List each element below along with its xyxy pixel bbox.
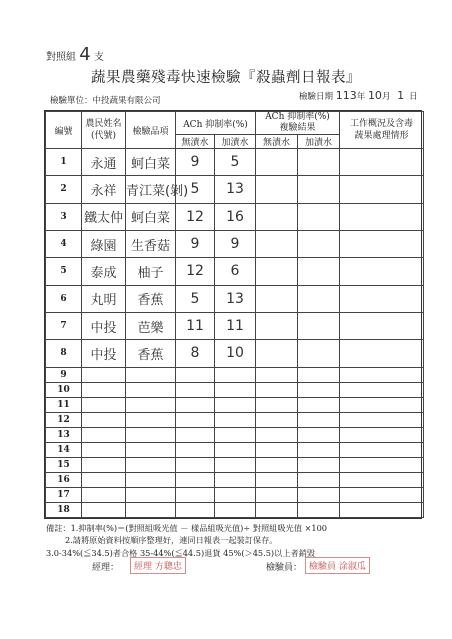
inspection-item: 生香菇 — [126, 230, 176, 257]
inhibition-water — [215, 412, 256, 427]
table-row — [46, 176, 424, 203]
date-year: 113 — [335, 89, 357, 102]
row-number: 4 — [46, 230, 82, 257]
inspector-label: 檢驗員： — [266, 563, 303, 573]
inspection-unit: 檢驗單位：中投蔬果有限公司 — [50, 96, 161, 106]
inspection-item — [126, 367, 176, 382]
table-row — [46, 487, 424, 502]
inspection-item: 香蕉 — [126, 285, 176, 312]
recheck-no-water — [256, 502, 298, 517]
remark-line-2: 2.請將原始資料按順序整理好，連同日報表一起裝訂保存。 — [65, 535, 278, 546]
row-number: 8 — [46, 340, 82, 367]
inhibition-no-water — [176, 442, 215, 457]
table-row — [46, 285, 424, 312]
inhibition-water: 6 — [215, 258, 256, 285]
inhibition-water: 16 — [215, 203, 256, 230]
table-row — [46, 397, 424, 412]
recheck-water — [298, 258, 340, 285]
inspection-item — [126, 382, 176, 397]
table-row — [46, 472, 424, 487]
work-notes — [340, 367, 424, 382]
table-row — [46, 442, 424, 457]
work-notes — [340, 427, 424, 442]
recheck-no-water — [256, 367, 298, 382]
row-number: 17 — [46, 487, 82, 502]
row-number: 11 — [46, 397, 82, 412]
inspection-item — [126, 502, 176, 517]
table-row — [46, 230, 424, 257]
farmer-name — [82, 397, 126, 412]
inhibition-no-water — [176, 382, 215, 397]
inhibition-no-water: 5 — [176, 285, 215, 312]
row-number: 9 — [46, 367, 82, 382]
farmer-name: 丸明 — [82, 285, 126, 312]
inhibition-no-water — [176, 487, 215, 502]
row-number: 2 — [46, 176, 82, 203]
recheck-no-water — [256, 382, 298, 397]
recheck-no-water — [256, 258, 298, 285]
group-unit: 支 — [93, 52, 104, 63]
farmer-name — [82, 442, 126, 457]
report-title: 蔬果農藥殘毒快速檢驗『殺蟲劑日報表』 — [91, 70, 361, 86]
date-month: 10 — [367, 89, 382, 102]
farmer-name — [82, 487, 126, 502]
table-row — [46, 258, 424, 285]
inhibition-water — [215, 397, 256, 412]
table-row — [46, 340, 424, 367]
recheck-water — [298, 472, 340, 487]
farmer-name: 中投 — [82, 312, 126, 339]
farmer-name — [82, 457, 126, 472]
inhibition-no-water — [176, 397, 215, 412]
recheck-no-water — [256, 230, 298, 257]
recheck-water — [298, 427, 340, 442]
recheck-water — [298, 442, 340, 457]
header-ach: ACh 抑制率(%) — [176, 112, 256, 135]
work-notes — [340, 340, 424, 367]
row-number: 3 — [46, 203, 82, 230]
inspection-item — [126, 472, 176, 487]
subheader-no-water: 無漬水 — [176, 135, 215, 149]
farmer-name: 綠園 — [82, 230, 126, 257]
work-notes — [340, 412, 424, 427]
farmer-name: 永祥 — [82, 176, 126, 203]
header-item: 檢驗品項 — [126, 112, 176, 149]
inspection-item — [126, 412, 176, 427]
recheck-water — [298, 149, 340, 176]
farmer-name — [82, 367, 126, 382]
work-notes — [340, 258, 424, 285]
header-notes: 工作概況及含毒 蔬果處理情形 — [340, 112, 424, 149]
table-row — [46, 312, 424, 339]
inspection-item — [126, 442, 176, 457]
row-number: 10 — [46, 382, 82, 397]
work-notes — [340, 312, 424, 339]
work-notes — [340, 176, 424, 203]
recheck-no-water — [256, 285, 298, 312]
work-notes — [340, 502, 424, 517]
row-number: 1 — [46, 149, 82, 176]
inspection-item — [126, 397, 176, 412]
row-number: 5 — [46, 258, 82, 285]
recheck-water — [298, 487, 340, 502]
row-number: 15 — [46, 457, 82, 472]
inhibition-no-water: 9 — [176, 149, 215, 176]
recheck-no-water — [256, 149, 298, 176]
inhibition-no-water — [176, 502, 215, 517]
inhibition-water — [215, 487, 256, 502]
recheck-no-water — [256, 457, 298, 472]
inspection-item: 蚵白菜 — [126, 203, 176, 230]
recheck-water — [298, 203, 340, 230]
inspection-item — [126, 427, 176, 442]
inhibition-water: 9 — [215, 230, 256, 257]
inspection-item: 青江菜(剝) — [126, 176, 176, 203]
recheck-water — [298, 176, 340, 203]
recheck-water — [298, 382, 340, 397]
farmer-name: 永通 — [82, 149, 126, 176]
table-row — [46, 457, 424, 472]
group-count: 4 — [79, 44, 91, 65]
manager-label: 經理： — [92, 563, 120, 573]
inhibition-water: 13 — [215, 176, 256, 203]
row-number: 6 — [46, 285, 82, 312]
recheck-no-water — [256, 397, 298, 412]
inspector-signature — [266, 560, 302, 573]
farmer-name — [82, 412, 126, 427]
work-notes — [340, 285, 424, 312]
farmer-name: 中投 — [82, 340, 126, 367]
work-notes — [340, 382, 424, 397]
inhibition-no-water — [176, 457, 215, 472]
recheck-no-water — [256, 203, 298, 230]
recheck-water — [298, 230, 340, 257]
farmer-name — [82, 472, 126, 487]
recheck-water — [298, 502, 340, 517]
work-notes — [340, 487, 424, 502]
farmer-name — [82, 502, 126, 517]
inhibition-water — [215, 382, 256, 397]
date-label: 檢驗日期 — [299, 92, 334, 102]
group-label — [46, 44, 104, 65]
work-notes — [340, 457, 424, 472]
recheck-water — [298, 397, 340, 412]
date-year-unit: 年 — [356, 92, 366, 102]
group-label-text: 對照組 — [46, 52, 76, 63]
header-recheck: ACh 抑制率(%) 複驗結果 — [256, 112, 340, 135]
header-farmer: 農民姓名 (代號) — [82, 112, 126, 149]
inhibition-no-water — [176, 472, 215, 487]
table-row — [46, 502, 424, 517]
work-notes — [340, 397, 424, 412]
inhibition-no-water — [176, 367, 215, 382]
recheck-no-water — [256, 472, 298, 487]
inhibition-no-water: 11 — [176, 312, 215, 339]
row-number: 18 — [46, 502, 82, 517]
row-number: 16 — [46, 472, 82, 487]
recheck-water — [298, 367, 340, 382]
recheck-no-water — [256, 412, 298, 427]
inhibition-water — [215, 442, 256, 457]
remarks — [46, 522, 446, 559]
date-day-unit: 日 — [409, 92, 418, 102]
subheader-recheck-water: 加漬水 — [298, 135, 340, 149]
farmer-name — [82, 382, 126, 397]
inhibition-water — [215, 502, 256, 517]
work-notes — [340, 230, 424, 257]
manager-signature — [92, 560, 119, 573]
subheader-water: 加漬水 — [215, 135, 256, 149]
recheck-no-water — [256, 442, 298, 457]
inhibition-water — [215, 457, 256, 472]
inspection-item: 柚子 — [126, 258, 176, 285]
row-number: 7 — [46, 312, 82, 339]
inhibition-water: 5 — [215, 149, 256, 176]
inspection-item — [126, 457, 176, 472]
recheck-no-water — [256, 340, 298, 367]
table-row — [46, 203, 424, 230]
inspection-item: 芭樂 — [126, 312, 176, 339]
recheck-no-water — [256, 312, 298, 339]
remark-line-3: 3.0-34%(≦34.5)者合格 35-44%(≦44.5)退貨 45%(＞45.5)以上者銷毀 — [46, 547, 316, 558]
farmer-name: 鐵太仲 — [82, 203, 126, 230]
manager-stamp: 經理 方聰忠 — [130, 557, 186, 574]
table-row — [46, 427, 424, 442]
work-notes — [340, 149, 424, 176]
inhibition-no-water — [176, 427, 215, 442]
work-notes — [340, 472, 424, 487]
row-number: 14 — [46, 442, 82, 457]
inspection-item — [126, 487, 176, 502]
recheck-no-water — [256, 176, 298, 203]
inhibition-water — [215, 427, 256, 442]
table-row — [46, 367, 424, 382]
row-number: 12 — [46, 412, 82, 427]
farmer-name: 泰成 — [82, 258, 126, 285]
recheck-water — [298, 457, 340, 472]
work-notes — [340, 442, 424, 457]
inhibition-no-water: 9 — [176, 230, 215, 257]
report-table — [44, 110, 422, 519]
inspection-item: 蚵白菜 — [126, 149, 176, 176]
inhibition-water: 11 — [215, 312, 256, 339]
recheck-water — [298, 340, 340, 367]
recheck-no-water — [256, 487, 298, 502]
inhibition-no-water — [176, 412, 215, 427]
header-no: 編號 — [46, 112, 82, 149]
inspection-date — [299, 89, 418, 102]
inhibition-water — [215, 367, 256, 382]
recheck-water — [298, 412, 340, 427]
inhibition-no-water: 5 — [176, 176, 215, 203]
inspector-stamp: 檢驗員 涂淑瓜 — [305, 557, 370, 574]
remark-line-1: 備註：1.抑制率(%)＝(對照組吸光值 － 樣品組吸光值)÷ 對照組吸光值 ×100 — [46, 523, 328, 533]
inhibition-no-water: 8 — [176, 340, 215, 367]
inhibition-no-water: 12 — [176, 258, 215, 285]
inspection-item: 香蕉 — [126, 340, 176, 367]
work-notes — [340, 203, 424, 230]
date-day: 1 — [397, 89, 405, 102]
inhibition-no-water: 12 — [176, 203, 215, 230]
inhibition-water: 10 — [215, 340, 256, 367]
row-number: 13 — [46, 427, 82, 442]
inhibition-water: 13 — [215, 285, 256, 312]
recheck-water — [298, 285, 340, 312]
table-row — [46, 382, 424, 397]
table-row — [46, 149, 424, 176]
table-row — [46, 412, 424, 427]
subheader-recheck-no-water: 無漬水 — [256, 135, 298, 149]
inhibition-water — [215, 472, 256, 487]
recheck-no-water — [256, 427, 298, 442]
recheck-water — [298, 312, 340, 339]
farmer-name — [82, 427, 126, 442]
date-month-unit: 月 — [381, 92, 391, 102]
